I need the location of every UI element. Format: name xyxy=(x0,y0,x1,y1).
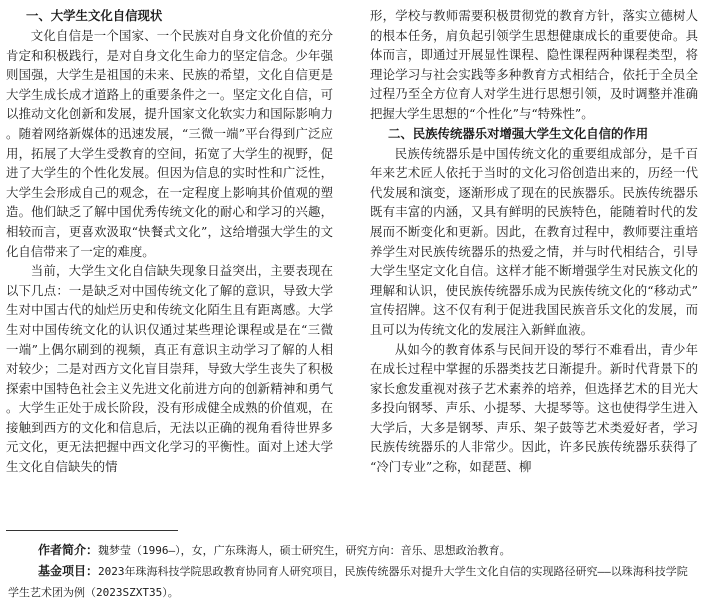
paragraph: 民族传统器乐是中国传统文化的重要组成部分，是千百年来艺术匠人依托于当时的文化习俗创造出来的，历经一代代发展和演变，逐渐形成了现在的民族器乐。民族传统器乐既有丰富的内涵，又具有鲜明的民族特色，能随着时代的发展而不断变化和更新。因此，在教育过程中，教师要注重培养学生对民族传统器乐的热爱之情，并与时代相结合，引导大学生坚定文化自信。这样才能不断增强学生对民族文化的理解和认识，使民族传统器乐成为民族传统文化的“移动式”宣传招牌。这不仅有利于促进我国民族音乐文化的发展，而且可以为传统文化的发展注入新鲜血液。 xyxy=(370,145,698,337)
paragraph: 文化自信是一个国家、一个民族对自身文化价值的充分肯定和积极践行，是对自身文化生命力的坚定信念。少年强则国强，大学生是祖国的未来、民族的希望，文化自信更是大学生成长成才道路上的重要条件之一。坚定文化自信，可以推动文化创新和发展，提升国家文化软实力和国际影响力。随着网络新媒体的迅速发展，“三微一端”平台得到广泛应用，拓展了大学生受教育的空间，拓宽了大学生的视野，促进了大学生的个性化发展。但因为信息的实时性和广泛性，大学生会形成自己的观念，在一定程度上影响其价值观的塑造。他们缺乏了解中国优秀传统文化的耐心和学习的兴趣，相较而言，更喜欢汲取“快餐式文化”，这给增强大学生的文化自信带来了一定的难度。 xyxy=(6,28,333,259)
author-note xyxy=(8,540,698,561)
paragraph: 从如今的教育体系与民间开设的琴行不难看出，青少年在成长过程中掌握的乐器类技艺日渐提升。新时代背景下的家长愈发重视对孩子艺术素养的培养，但选择艺术的目光大多投向钢琴、声乐、小提琴、大提琴等。这也使得学生进入大学后，大多是钢琴、声乐、架子鼓等艺术类爱好者，学习民族传统器乐的人非常少。因此，许多民族传统器乐获得了“冷门专业”之称，如琵琶、柳 xyxy=(370,341,698,475)
paragraph-continued: 形，学校与教师需要积极贯彻党的教育方针，落实立德树人的根本任务，肩负起引领学生思想健康成长的重要使命。具体而言，即通过开展显性课程、隐性课程两种课程类型，将理论学习与社会实践等多种教育方式相结合，依托于全员全过程乃至全方位育人对学生进行思想引领，及时调整并准确把握大学生思想的“个性化”与“特殊性”。 xyxy=(370,8,698,121)
footnotes xyxy=(8,540,698,603)
fund-note-label: 基金项目： xyxy=(38,564,99,578)
paragraph: 当前，大学生文化自信缺失现象日益突出，主要表现在以下几点：一是缺乏对中国传统文化了解的意识，导致大学生对中国古代的灿烂历史和传统文化陌生且有距离感。大学生对中国传统文化的认识仅通过某些理论课程或是在“三微一端”上偶尔刷到的视频，真正有意识主动学习了解的人相对较少；二是对西方文化盲目崇拜，导致大学生丧失了积极探索中国特色社会主义先进文化前进方向的创新精神和勇气。大学生正处于成长阶段，没有形成健全成熟的价值观，在接触到西方的文化和信息后，无法以正确的视角看待世界多元文化，更无法把握中西文化学习的平衡性。面对上述大学生文化自信缺失的情 xyxy=(6,263,333,475)
right-column xyxy=(370,6,698,477)
section-heading-2: 二、民族传统器乐对增强大学生文化自信的作用 xyxy=(388,125,649,141)
author-note-label: 作者简介： xyxy=(38,543,99,557)
author-note-text: 魏梦莹（1996—），女，广东珠海人，硕士研究生，研究方向：音乐、思想政治教育。 xyxy=(98,544,511,557)
fund-note xyxy=(8,561,698,603)
footnote-divider xyxy=(6,530,178,531)
section-heading-1: 一、大学生文化自信现状 xyxy=(26,8,163,23)
left-column xyxy=(6,6,333,477)
fund-note-text: 2023年珠海科技学院思政教育协同育人研究项目，民族传统器乐对提升大学生文化自信的实现路径研究——以珠海科技学院学生艺术团为例（2023SZXT35）。 xyxy=(8,565,688,599)
